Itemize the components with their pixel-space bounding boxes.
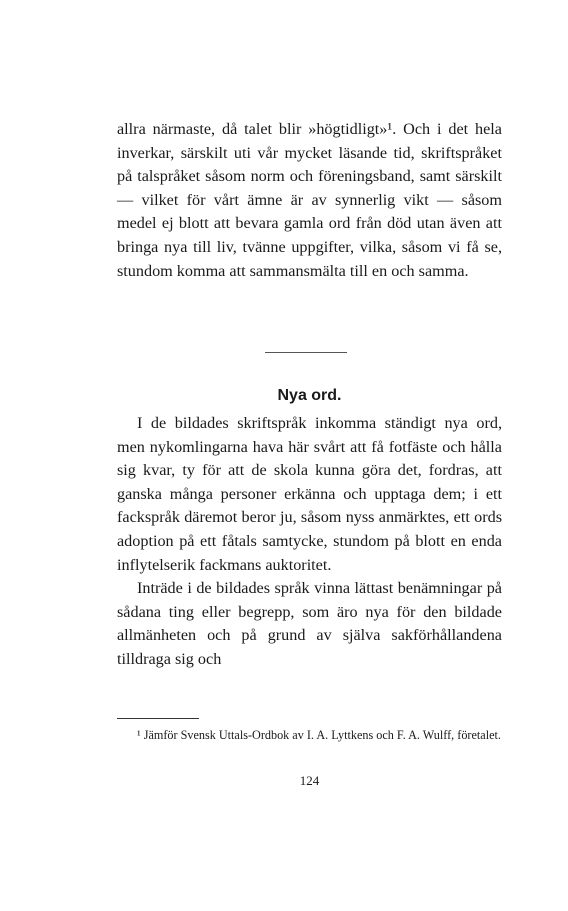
section-divider	[265, 352, 347, 353]
page-number: 124	[299, 773, 320, 788]
footnote-rule	[117, 718, 199, 719]
body-paragraph: I de bildades skriftspråk inkomma ständigt nya ord, men nykomlingarna hava här svårt att få fotfäste och hålla sig kvar, ty för att de skola kunna göra det, fordras, att ganska många personer erkänna och upptaga dem; i ett fackspråk däremot beror ju, såsom nyss anmärktes, ett ords adoption på ett fåtals samtycke, stundom på blott en enda inflytelserik fackmans auktoritet.	[117, 414, 502, 574]
intro-paragraph: allra närmaste, då talet blir »högtidligt»¹. Och i det hela inverkar, särskilt uti vår mycket läsande tid, skriftspråket på talspråket såsom norm och föreningsband, samt särskilt — vilket för vårt ämne är av synnerlig vikt — såsom medel ej blott att bevara gamla ord från död utan även att bringa nya till liv, tvänne uppgifter, vilka, såsom vi få se, stundom komma att sammansmälta till en och samma.	[117, 120, 502, 280]
section-heading: Nya ord.	[277, 387, 342, 404]
section-body	[117, 412, 502, 672]
footnote: ¹ Jämför Svensk Uttals-Ordbok av I. A. Lyttkens och F. A. Wulff, företalet.	[137, 728, 501, 742]
body-paragraph: Inträde i de bildades språk vinna lättast benämningar på sådana ting eller begrepp, som äro nya för den bildade allmänheten och på grund av själva sakförhållandena tilldraga sig och	[117, 579, 502, 668]
